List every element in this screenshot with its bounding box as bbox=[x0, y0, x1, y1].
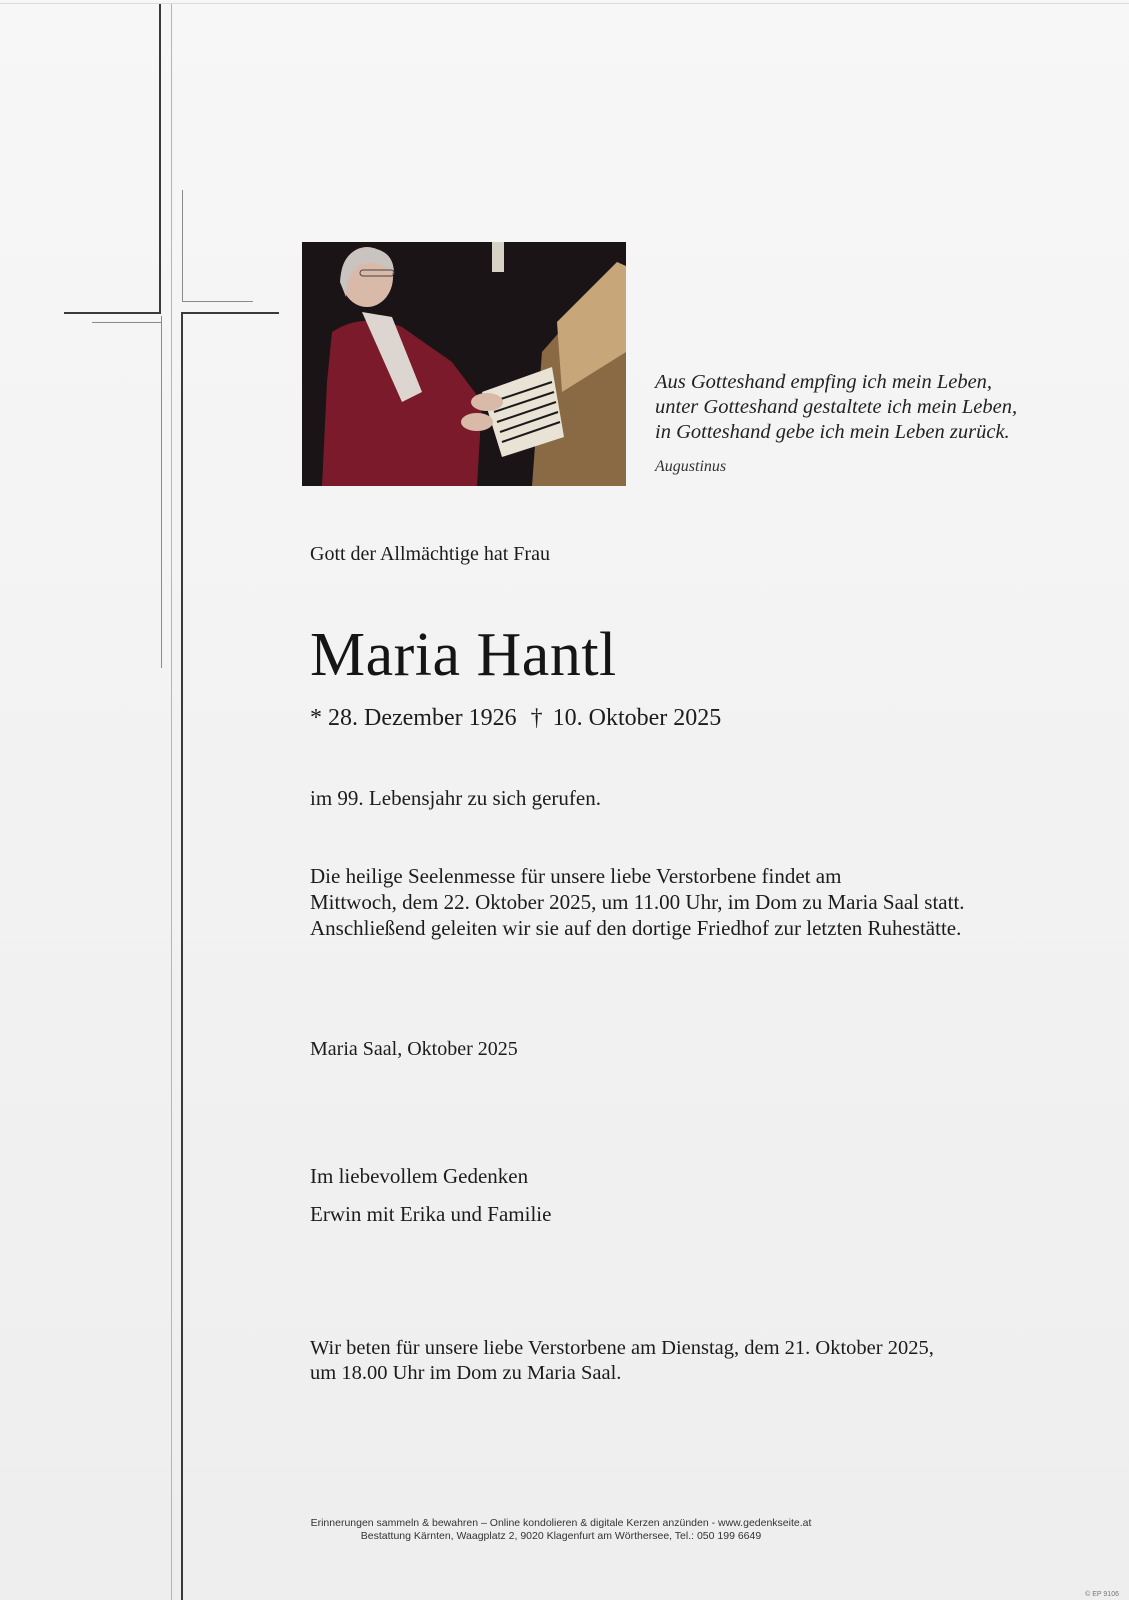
margin-rule bbox=[171, 4, 172, 1600]
death-date: 10. Oktober 2025 bbox=[552, 705, 722, 731]
mass-line-3: Anschließend geleiten wir sie auf den dortige Friedhof zur letzten Ruhestätte. bbox=[310, 916, 962, 940]
portrait-photo bbox=[302, 242, 626, 486]
quote-author: Augustinus bbox=[655, 458, 727, 475]
quote-block bbox=[655, 370, 1095, 445]
cross-vertical-left-lower bbox=[161, 316, 162, 668]
cross-vertical-right-lower bbox=[181, 314, 183, 1600]
prayer-announcement bbox=[310, 1336, 934, 1386]
prayer-line-2: um 18.00 Uhr im Dom zu Maria Saal. bbox=[310, 1362, 622, 1384]
mass-line-1: Die heilige Seelenmesse für unsere liebe Verstorbene findet am bbox=[310, 864, 842, 888]
cross-arm-right-upper bbox=[183, 301, 253, 302]
footer-line-1: Erinnerungen sammeln & bewahren – Online kondolieren & digitale Kerzen anzünden - www.gedenkseite.at bbox=[310, 1517, 812, 1529]
quote-line-2: unter Gotteshand gestaltete ich mein Leben, bbox=[655, 396, 1018, 418]
age-text: im 99. Lebensjahr zu sich gerufen. bbox=[310, 786, 601, 810]
death-cross-icon: † bbox=[530, 705, 543, 731]
footer bbox=[290, 1517, 832, 1543]
mass-announcement bbox=[310, 863, 965, 941]
intro-text: Gott der Allmächtige hat Frau bbox=[310, 543, 550, 565]
life-dates bbox=[310, 705, 721, 732]
print-code: © EP 9106 bbox=[1085, 1591, 1119, 1598]
cross-vertical-right-upper bbox=[182, 190, 183, 302]
quote-line-3: in Gotteshand gebe ich mein Leben zurück. bbox=[655, 421, 1010, 443]
portrait-illustration bbox=[302, 242, 626, 486]
family-signature: Erwin mit Erika und Familie bbox=[310, 1202, 552, 1226]
cross-arm-left bbox=[64, 312, 161, 314]
place-date: Maria Saal, Oktober 2025 bbox=[310, 1038, 518, 1060]
deceased-name: Maria Hantl bbox=[310, 621, 617, 689]
footer-line-2: Bestattung Kärnten, Waagplatz 2, 9020 Klagenfurt am Wörthersee, Tel.: 050 199 6649 bbox=[360, 1530, 762, 1542]
quote-line-1: Aus Gotteshand empfing ich mein Leben, bbox=[655, 371, 993, 393]
cross-arm-right bbox=[181, 312, 279, 314]
top-border bbox=[0, 3, 1129, 4]
mass-line-2: Mittwoch, dem 22. Oktober 2025, um 11.00 Uhr, im Dom zu Maria Saal statt. bbox=[310, 890, 965, 914]
birth-date: * 28. Dezember 1926 bbox=[310, 705, 517, 731]
prayer-line-1: Wir beten für unsere liebe Verstorbene am Dienstag, dem 21. Oktober 2025, bbox=[310, 1337, 934, 1359]
cross-arm-left-shadow bbox=[92, 322, 161, 323]
memory-text: Im liebevollem Gedenken bbox=[310, 1164, 529, 1188]
cross-vertical-left-upper bbox=[159, 4, 161, 314]
